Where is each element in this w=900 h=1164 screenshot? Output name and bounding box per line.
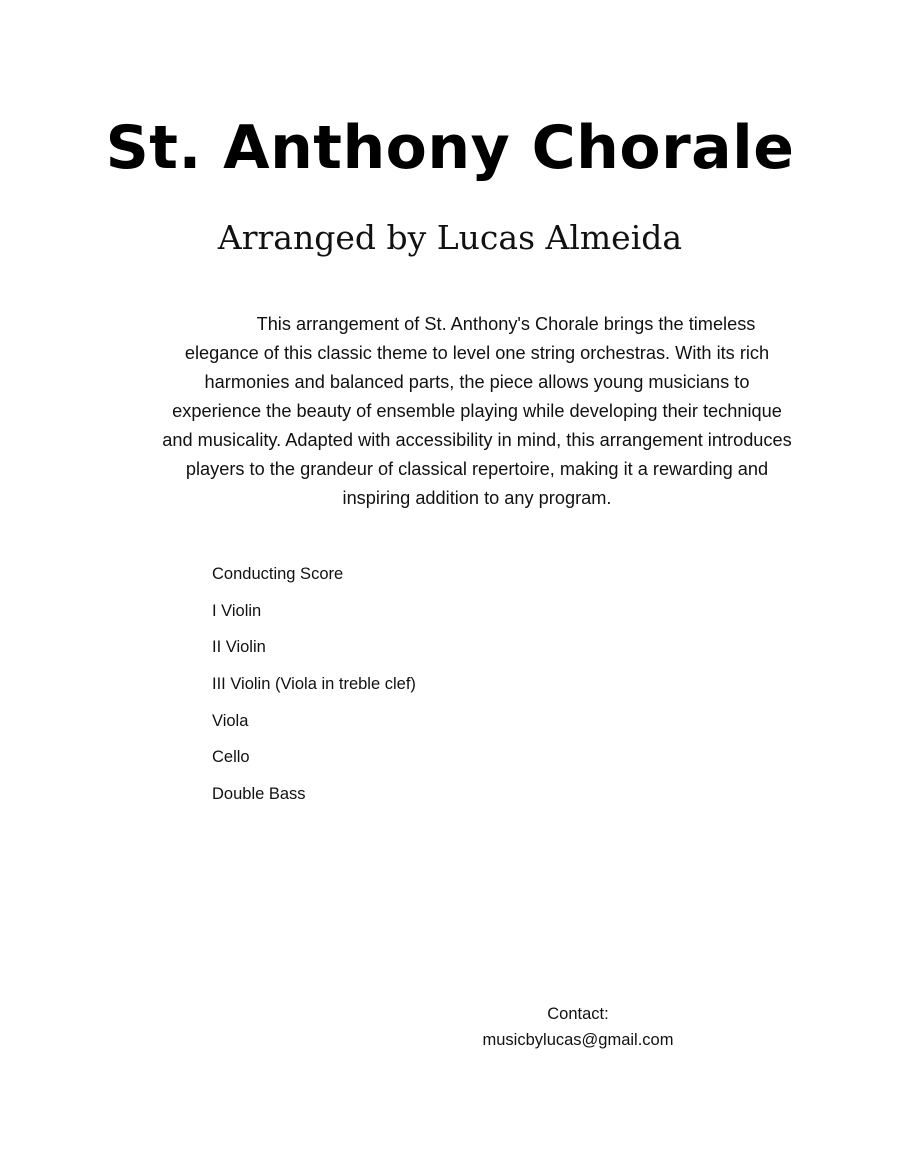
part-item-conducting-score: Conducting Score xyxy=(212,565,344,583)
contact-label: Contact: xyxy=(547,1005,609,1023)
part-item-double-bass: Double Bass xyxy=(212,785,306,804)
part-item-violin-2: II Violin xyxy=(212,638,266,657)
arranger-subtitle: Arranged by Lucas Almeida xyxy=(217,218,683,257)
part-item-cello: Cello xyxy=(212,748,250,767)
description-paragraph: This arrangement of St. Anthony's Chorale brings the timeless elegance of this classic theme to level one string orchestras. With its rich harmonies and balanced parts, the piece allows young musicians to experience the beauty of ensemble playing while developing their technique and musicality. Adapted with accessibility in mind, this arrangement introduces players to the grandeur of classical repertoire, making it a rewarding and inspiring addition to any program. xyxy=(162,314,792,508)
parts-list xyxy=(212,562,416,819)
part-item-violin-1: I Violin xyxy=(212,601,262,620)
part-item-viola: Viola xyxy=(212,711,249,730)
contact-email: musicbylucas@gmail.com xyxy=(482,1030,674,1049)
page-title: St. Anthony Chorale xyxy=(105,113,795,183)
part-item-violin-3: III Violin (Viola in treble clef) xyxy=(212,675,416,694)
contact-block xyxy=(448,1002,708,1053)
